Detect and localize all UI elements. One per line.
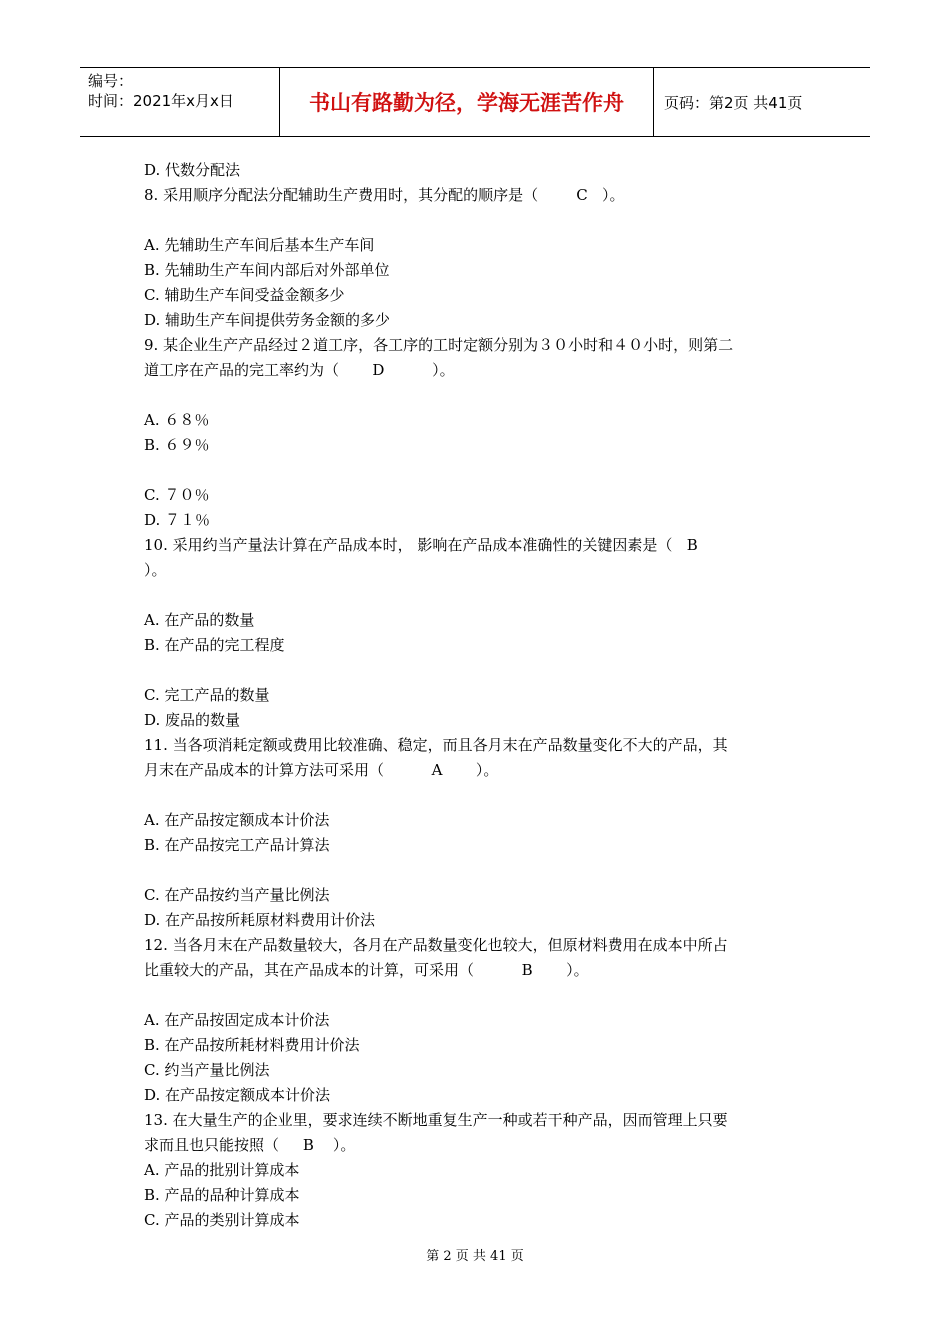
number-label: 编号： bbox=[88, 72, 134, 90]
text-line: D. 在产品按所耗原材料费用计价法 bbox=[144, 911, 376, 929]
page-header bbox=[80, 67, 870, 137]
text-line: 9. 某企业生产产品经过２道工序，各工序的工时定额分别为３０小时和４０小时，则第二 bbox=[144, 336, 734, 354]
text-line: B. 产品的品种计算成本 bbox=[144, 1186, 300, 1204]
text-line: A. 在产品的数量 bbox=[144, 611, 255, 629]
header-meta bbox=[80, 68, 280, 136]
blank-line bbox=[144, 458, 810, 483]
blank-line bbox=[144, 208, 810, 233]
time-label: 时间：2021年x月x日 bbox=[88, 92, 234, 110]
text-line: B. ６９％ bbox=[144, 436, 210, 454]
text-line: 8. 采用顺序分配法分配辅助生产费用时，其分配的顺序是（ C ）。 bbox=[144, 186, 625, 204]
text-line: B. 在产品按所耗材料费用计价法 bbox=[144, 1036, 360, 1054]
text-line: D. 代数分配法 bbox=[144, 161, 241, 179]
text-line: C. 产品的类别计算成本 bbox=[144, 1211, 300, 1229]
text-line: D. 废品的数量 bbox=[144, 711, 241, 729]
text-line: B. 先辅助生产车间内部后对外部单位 bbox=[144, 261, 390, 279]
blank-line bbox=[144, 383, 810, 408]
blank-line bbox=[144, 858, 810, 883]
text-line: A. 在产品按定额成本计价法 bbox=[144, 811, 330, 829]
text-line: C. 在产品按约当产量比例法 bbox=[144, 886, 330, 904]
text-line: 比重较大的产品，其在产品成本的计算，可采用（ B ）。 bbox=[144, 961, 589, 979]
text-line: D. ７１％ bbox=[144, 511, 211, 529]
blank-line bbox=[144, 783, 810, 808]
text-line: C. ７０％ bbox=[144, 486, 210, 504]
text-line: C. 辅助生产车间受益金额多少 bbox=[144, 286, 345, 304]
text-line: ）。 bbox=[144, 561, 167, 579]
text-line: 道工序在产品的完工率约为（ D ）。 bbox=[144, 361, 455, 379]
text-line: 月末在产品成本的计算方法可采用（ A ）。 bbox=[144, 761, 499, 779]
text-line: A. 在产品按固定成本计价法 bbox=[144, 1011, 330, 1029]
blank-line bbox=[144, 983, 810, 1008]
text-line: D. 在产品按定额成本计价法 bbox=[144, 1086, 331, 1104]
text-line: B. 在产品按完工产品计算法 bbox=[144, 836, 330, 854]
blank-line bbox=[144, 658, 810, 683]
text-line: C. 约当产量比例法 bbox=[144, 1061, 270, 1079]
text-line: 求而且也只能按照（ B ）。 bbox=[144, 1136, 356, 1154]
blank-line bbox=[144, 583, 810, 608]
page-footer: 第 2 页 共 41 页 bbox=[426, 1249, 524, 1264]
text-line: A. 先辅助生产车间后基本生产车间 bbox=[144, 236, 375, 254]
header-page-info: 页码：第2页 共41页 bbox=[664, 93, 803, 112]
text-line: D. 辅助生产车间提供劳务金额的多少 bbox=[144, 311, 391, 329]
text-line: C. 完工产品的数量 bbox=[144, 686, 270, 704]
document-body bbox=[144, 158, 810, 1233]
text-line: B. 在产品的完工程度 bbox=[144, 636, 285, 654]
text-line: A. 产品的批别计算成本 bbox=[144, 1161, 300, 1179]
text-line: A. ６８％ bbox=[144, 411, 210, 429]
text-line: 10. 采用约当产量法计算在产品成本时， 影响在产品成本准确性的关键因素是（ B bbox=[144, 536, 698, 554]
text-line: 13. 在大量生产的企业里，要求连续不断地重复生产一种或若干种产品，因而管理上只要 bbox=[144, 1111, 728, 1129]
text-line: 12. 当各月末在产品数量较大，各月在产品数量变化也较大，但原材料费用在成本中所占 bbox=[144, 936, 728, 954]
header-motto: 书山有路勤为径，学海无涯苦作舟 bbox=[280, 68, 654, 136]
text-line: 11. 当各项消耗定额或费用比较准确、稳定，而且各月末在产品数量变化不大的产品，其 bbox=[144, 736, 728, 754]
